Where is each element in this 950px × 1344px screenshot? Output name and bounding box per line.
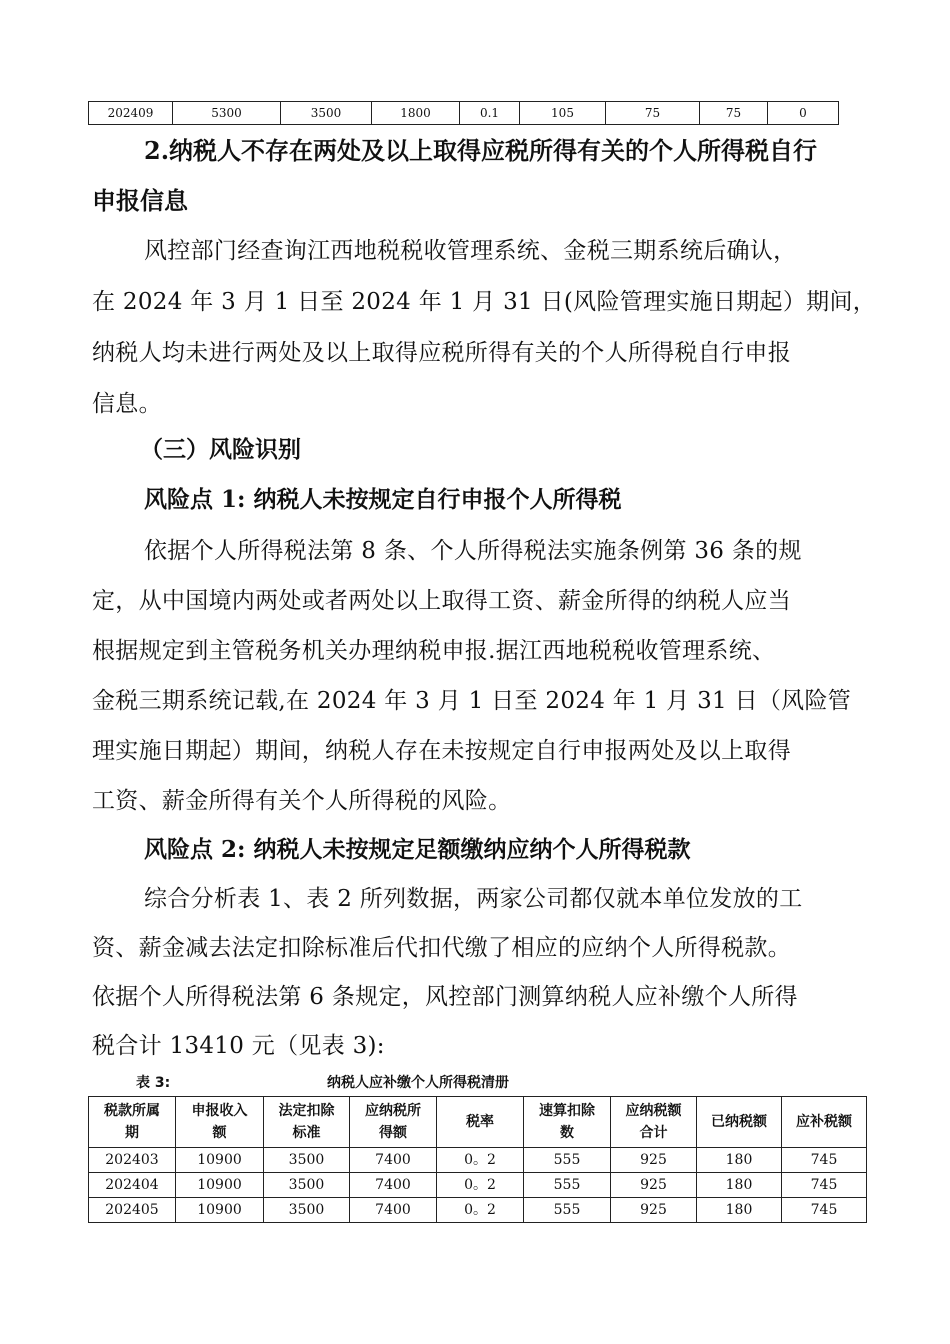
table-cell: 925 bbox=[611, 1198, 697, 1223]
table-cell: 925 bbox=[611, 1148, 697, 1173]
paragraph-line: 金税三期系统记载,在 2024 年 3 月 1 日至 2024 年 1 月 31 日（风险管 bbox=[92, 688, 852, 714]
table-cell: 0。2 bbox=[437, 1198, 524, 1223]
table3-title: 纳税人应补缴个人所得税清册 bbox=[327, 1075, 509, 1091]
paragraph-line: 信息。 bbox=[92, 391, 162, 417]
section2-heading-line1: 2.纳税人不存在两处及以上取得应税所得有关的个人所得税自行 bbox=[144, 136, 818, 165]
table-cell: 202405 bbox=[89, 1198, 176, 1223]
table-row bbox=[89, 1198, 867, 1223]
table-cell: 3500 bbox=[281, 102, 372, 125]
table-cell: 10900 bbox=[176, 1173, 264, 1198]
table-cell: 3500 bbox=[264, 1173, 350, 1198]
table-cell: 745 bbox=[782, 1148, 867, 1173]
paragraph-line: 理实施日期起）期间，纳税人存在未按规定自行申报两处及以上取得 bbox=[92, 738, 791, 764]
table-header-row bbox=[89, 1097, 867, 1148]
risk2-title: 风险点 2: 纳税人未按规定足额缴纳应纳个人所得税款 bbox=[144, 836, 691, 863]
table-cell: 7400 bbox=[350, 1173, 437, 1198]
paragraph-line: 定，从中国境内两处或者两处以上取得工资、薪金所得的纳税人应当 bbox=[92, 588, 791, 614]
column-header: 应纳税所 得额 bbox=[350, 1097, 437, 1148]
table-cell: 180 bbox=[697, 1173, 782, 1198]
column-header: 已纳税额 bbox=[697, 1097, 782, 1148]
table-cell: 555 bbox=[524, 1148, 611, 1173]
column-header: 申报收入 额 bbox=[176, 1097, 264, 1148]
table-cell: 7400 bbox=[350, 1148, 437, 1173]
section2-heading-line2: 申报信息 bbox=[92, 186, 188, 215]
table-cell: 3500 bbox=[264, 1148, 350, 1173]
paragraph-line: 综合分析表 1、表 2 所列数据，两家公司都仅就本单位发放的工 bbox=[144, 886, 803, 912]
column-header: 税率 bbox=[437, 1097, 524, 1148]
paragraph-line: 依据个人所得税法第 8 条、个人所得税法实施条例第 36 条的规 bbox=[144, 538, 802, 564]
paragraph-line: 根据规定到主管税务机关办理纳税申报.据江西地税税收管理系统、 bbox=[92, 638, 776, 664]
table-cell: 925 bbox=[611, 1173, 697, 1198]
paragraph-line: 工资、薪金所得有关个人所得税的风险。 bbox=[92, 788, 512, 814]
table-cell: 0。2 bbox=[437, 1173, 524, 1198]
table-row bbox=[89, 102, 839, 125]
table-cell: 555 bbox=[524, 1173, 611, 1198]
risk1-title: 风险点 1: 纳税人未按规定自行申报个人所得税 bbox=[144, 486, 622, 513]
paragraph-line: 税合计 13410 元（见表 3): bbox=[92, 1033, 385, 1059]
table-cell: 180 bbox=[697, 1198, 782, 1223]
table-cell: 7400 bbox=[350, 1198, 437, 1223]
section3-title: （三）风险识别 bbox=[140, 436, 301, 463]
paragraph-line: 风控部门经查询江西地税税收管理系统、金税三期系统后确认， bbox=[144, 238, 797, 264]
table-cell: 202409 bbox=[89, 102, 173, 125]
table-cell: 0 bbox=[768, 102, 839, 125]
column-header: 法定扣除 标准 bbox=[264, 1097, 350, 1148]
table-cell: 105 bbox=[520, 102, 606, 125]
table-cell: 75 bbox=[700, 102, 768, 125]
column-header: 速算扣除 数 bbox=[524, 1097, 611, 1148]
table-cell: 555 bbox=[524, 1198, 611, 1223]
table-cell: 75 bbox=[606, 102, 700, 125]
table-row bbox=[89, 1173, 867, 1198]
tax-supplement-table bbox=[88, 1096, 867, 1223]
table-cell: 180 bbox=[697, 1148, 782, 1173]
paragraph-line: 在 2024 年 3 月 1 日至 2024 年 1 月 31 日(风险管理实施日期起）期间， bbox=[92, 289, 877, 315]
table-cell: 0.1 bbox=[460, 102, 520, 125]
paragraph-line: 纳税人均未进行两处及以上取得应税所得有关的个人所得税自行申报 bbox=[92, 340, 791, 366]
table-cell: 10900 bbox=[176, 1198, 264, 1223]
table-cell: 1800 bbox=[372, 102, 460, 125]
table-row bbox=[89, 1148, 867, 1173]
paragraph-line: 资、薪金减去法定扣除标准后代扣代缴了相应的应纳个人所得税款。 bbox=[92, 935, 791, 961]
table-cell: 0。2 bbox=[437, 1148, 524, 1173]
column-header: 税款所属 期 bbox=[89, 1097, 176, 1148]
table-cell: 202404 bbox=[89, 1173, 176, 1198]
column-header: 应纳税额 合计 bbox=[611, 1097, 697, 1148]
table-cell: 5300 bbox=[173, 102, 281, 125]
table-cell: 745 bbox=[782, 1173, 867, 1198]
table-cell: 745 bbox=[782, 1198, 867, 1223]
table-cell: 3500 bbox=[264, 1198, 350, 1223]
income-table-continued bbox=[88, 101, 839, 125]
table-cell: 10900 bbox=[176, 1148, 264, 1173]
column-header: 应补税额 bbox=[782, 1097, 867, 1148]
paragraph-line: 依据个人所得税法第 6 条规定，风控部门测算纳税人应补缴个人所得 bbox=[92, 984, 798, 1010]
table-cell: 202403 bbox=[89, 1148, 176, 1173]
table3-label: 表 3: bbox=[136, 1075, 171, 1091]
